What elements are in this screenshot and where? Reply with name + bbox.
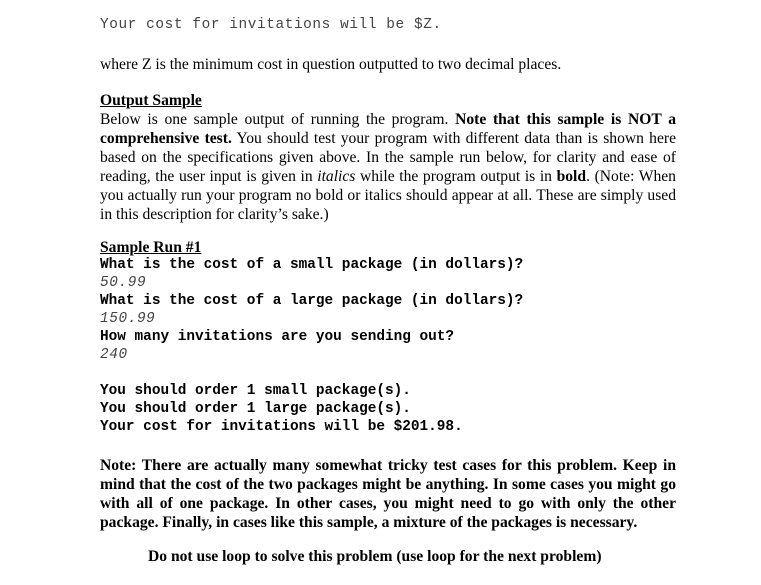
input-small-cost: 50.99 [100,275,147,291]
where-sentence: where Z is the minimum cost in question outputted to two decimal places. [100,56,562,73]
p1-italics-word: italics [317,168,356,185]
output-small-order: You should order 1 small package(s). [100,383,411,399]
p1-part-a: Below is one sample output of running the program. [100,111,456,128]
p1-part-e: while the program output is in [355,168,557,185]
input-invitations: 240 [100,347,128,363]
output-sample-paragraph [100,110,676,224]
output-total-cost: Your cost for invitations will be $201.98. [100,419,463,435]
p1-bold-word: bold [556,168,587,185]
prompt-large-cost: What is the cost of a large package (in dollars)? [100,293,524,309]
input-large-cost: 150.99 [100,311,156,327]
p1-part-c: You should test your program with different data than is shown here based on the specifications given above. In the sample run below, for clarity and ease of reading, the user input is given in [100,130,676,185]
prompt-invitations: How many invitations are you sending out? [100,329,455,345]
output-large-order: You should order 1 large package(s). [100,401,411,417]
loop-restriction-note: Do not use loop to solve this problem (use loop for the next problem) [148,548,602,565]
tricky-cases-note: Note: There are actually many somewhat tricky test cases for this problem. Keep in mind that the cost of the two packages might be anything. In some cases you might go with all of one package. In other cases, you might need to go with only the other package. Finally, in cases like this sample, a mixture of the packages is necessary. [100,457,676,531]
prompt-small-cost: What is the cost of a small package (in dollars)? [100,257,524,273]
output-sample-heading: Output Sample [100,92,202,109]
top-output-line: Your cost for invitations will be $Z. [100,17,442,33]
sample-run-heading: Sample Run #1 [100,239,202,256]
p1-part-bold-warning: Note that this sample is NOT a comprehensive test. [100,111,676,147]
p1-part-g: . (Note: When you actually run your program no bold or italics should appear at all. These are simply used in this description for clarity’s sake.) [100,168,676,223]
